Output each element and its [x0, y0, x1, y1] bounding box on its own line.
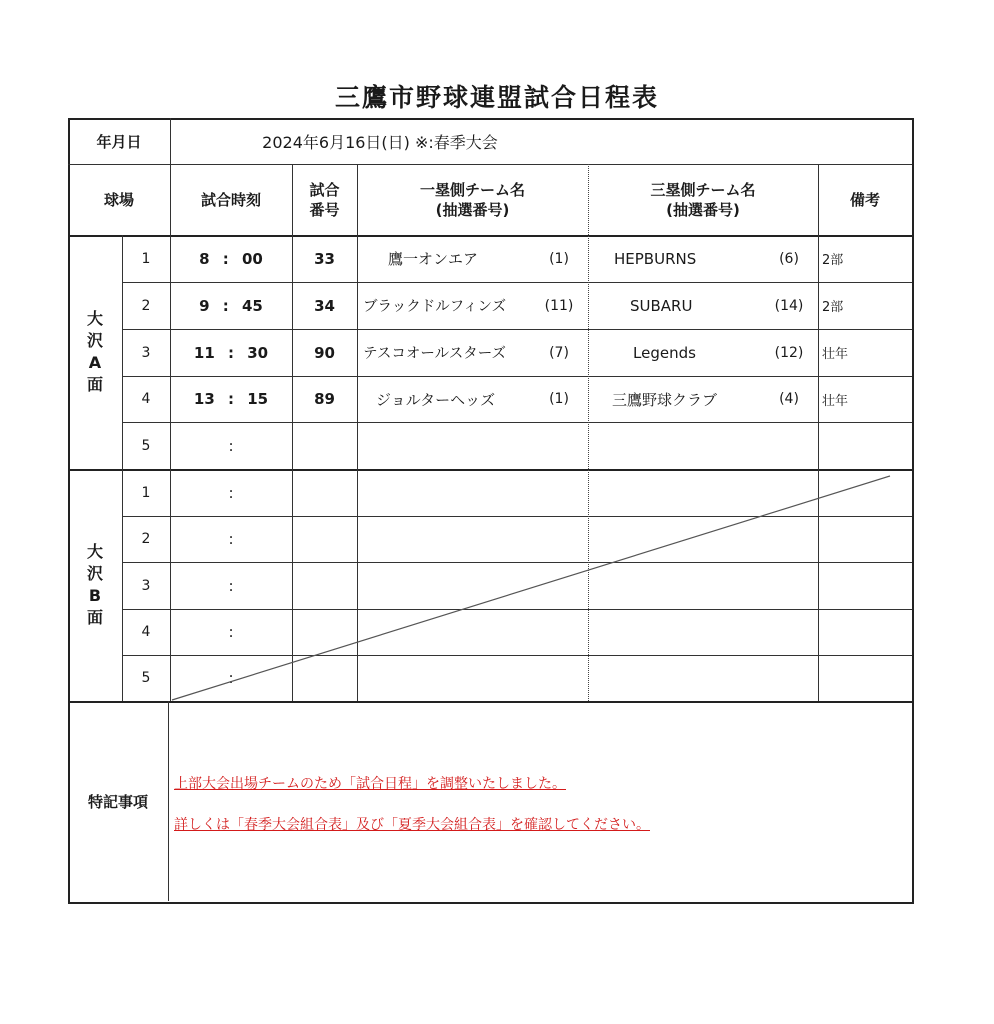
match-time: :: [228, 436, 234, 455]
match-number: 34: [314, 296, 335, 315]
venue-b-char: 沢: [86, 564, 103, 583]
first-base-lot: (7): [549, 344, 569, 361]
venue-a-char: A: [88, 353, 102, 372]
third-base-lot: (14): [774, 297, 804, 314]
venue-a-char: 沢: [86, 331, 103, 350]
match-number: 89: [314, 390, 335, 408]
first-base-lot: (1): [549, 391, 569, 407]
venue-a-char: 大: [86, 309, 103, 328]
remark: 2部: [822, 253, 844, 268]
special-note: 上部大会出場チームのため「試合日程」を調整いたしました。: [174, 776, 566, 792]
match-time: :: [228, 669, 234, 687]
match-time: :: [228, 576, 234, 595]
date-value: 2024年6月16日(日) ※:春季大会: [262, 132, 498, 152]
row-number: 1: [141, 250, 151, 267]
first-base-team: 鷹一オンエア: [388, 250, 479, 268]
divider: [168, 701, 169, 901]
row-number: 1: [141, 484, 151, 501]
match-time: 11 : 30: [193, 343, 269, 362]
match-number: 90: [314, 343, 335, 362]
header-first-base-line2: (抽選番号): [435, 200, 510, 219]
row-number: 4: [141, 624, 151, 640]
remark: 2部: [822, 300, 844, 315]
third-base-team: SUBARU: [630, 296, 693, 315]
third-base-lot: (12): [774, 344, 804, 361]
venue-b-char: 面: [86, 608, 103, 627]
special-note: 詳しくは「春季大会組合表」及び「夏季大会組合表」を確認してください。: [174, 817, 650, 833]
header-time: 試合時刻: [200, 191, 261, 209]
venue-b-char: B: [88, 586, 102, 605]
venue-a-char: 面: [86, 375, 103, 394]
remark: 壮年: [822, 347, 849, 362]
special-notes-label: 特記事項: [87, 792, 148, 811]
header-third-base-line2: (抽選番号): [666, 200, 740, 219]
venue-b-char: 大: [86, 542, 103, 561]
match-time: :: [228, 530, 234, 548]
third-base-lot: (6): [779, 250, 799, 267]
row-number: 5: [141, 437, 151, 454]
first-base-team: テスコオールスターズ: [363, 346, 506, 362]
row-number: 3: [141, 577, 151, 594]
strike-line: [68, 118, 914, 718]
first-base-team: ジョルターヘッズ: [376, 390, 496, 409]
row-number: 2: [141, 531, 151, 547]
match-time: 13 : 15: [193, 390, 269, 408]
row-number: 4: [141, 391, 151, 407]
schedule-table: [68, 118, 914, 904]
header-match-no-line1: 試合: [309, 180, 340, 199]
page-title: 三鷹市野球連盟試合日程表: [334, 83, 659, 112]
third-base-team: Legends: [633, 343, 696, 362]
header-first-base-line1: 一塁側チーム名: [419, 180, 525, 199]
row-number: 3: [141, 344, 151, 361]
header-venue: 球場: [103, 191, 134, 209]
third-base-lot: (4): [779, 391, 799, 407]
first-base-lot: (1): [549, 250, 569, 267]
row-number: 2: [141, 297, 151, 314]
match-time: 8 : 00: [199, 249, 263, 268]
remark: 壮年: [822, 393, 849, 409]
third-base-team: HEPBURNS: [614, 249, 697, 268]
header-third-base-line1: 三塁側チーム名: [650, 180, 756, 199]
header-match-no-line2: 番号: [309, 200, 340, 219]
third-base-team: 三鷹野球クラブ: [612, 390, 718, 409]
match-time: 9 : 45: [199, 296, 263, 315]
date-label: 年月日: [96, 132, 142, 151]
match-time: :: [228, 623, 234, 641]
first-base-lot: (11): [544, 297, 574, 314]
match-number: 33: [314, 249, 335, 268]
first-base-team: ブラックドルフィンズ: [363, 299, 507, 315]
row-number: 5: [141, 670, 151, 686]
match-time: :: [228, 483, 234, 502]
header-remarks: 備考: [849, 191, 880, 209]
